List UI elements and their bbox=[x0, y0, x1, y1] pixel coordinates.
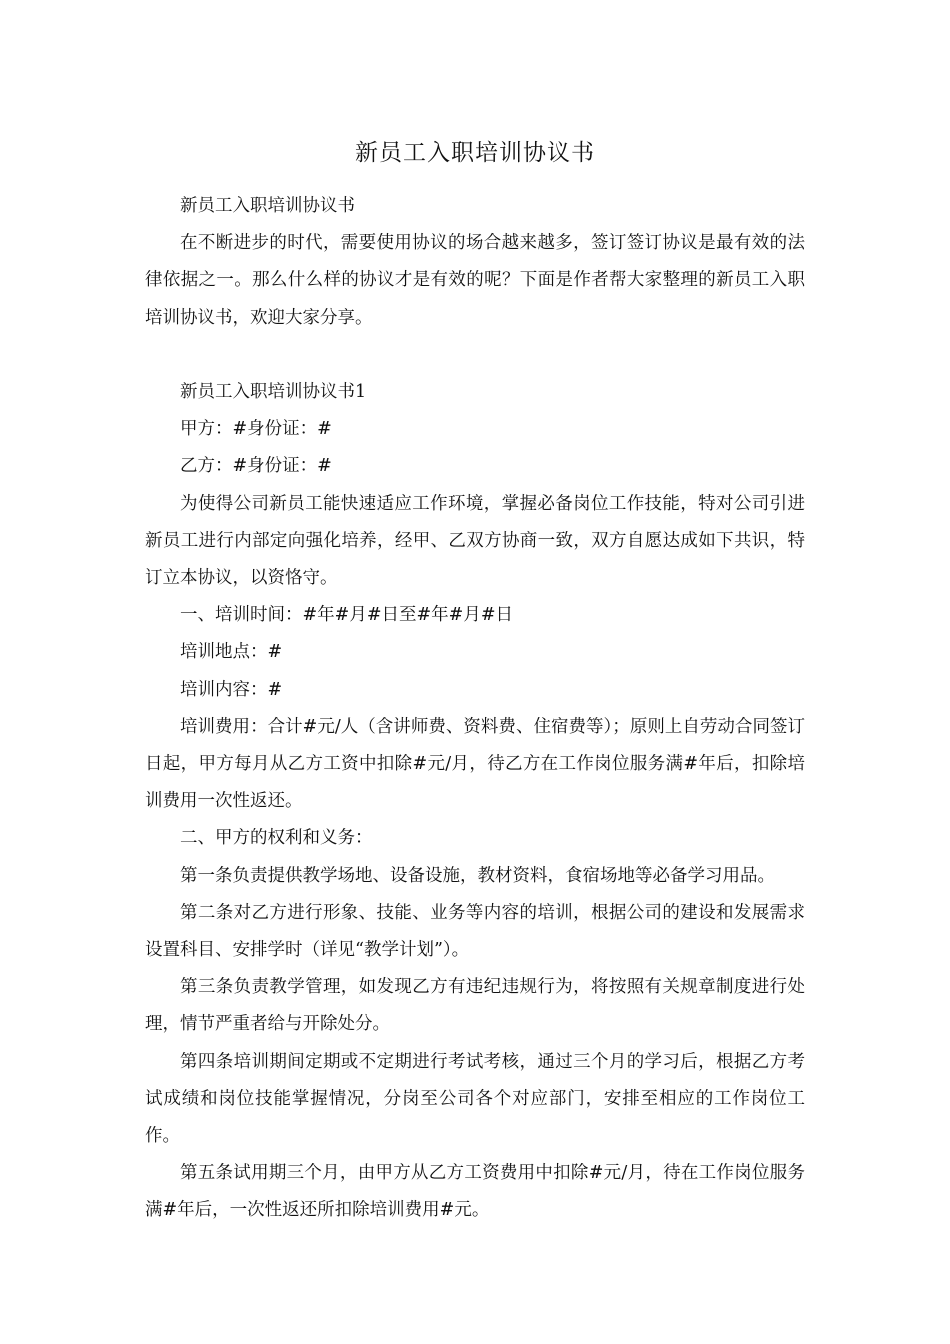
blank-line bbox=[145, 337, 805, 374]
paragraph-intro: 在不断进步的时代，需要使用协议的场合越来越多，签订签订协议是最有效的法律依据之一。那么什么样的协议才是有效的呢？下面是作者帮大家整理的新员工入职培训协议书，欢迎大家分享。 bbox=[145, 233, 805, 328]
document-body bbox=[145, 188, 805, 1230]
paragraph-training-location: 培训地点：# bbox=[180, 642, 283, 663]
paragraph-section-heading: 新员工入职培训协议书1 bbox=[180, 382, 367, 402]
paragraph-article-1: 第一条负责提供教学场地、设备设施，教材资料，食宿场地等必备学习用品。 bbox=[180, 865, 775, 886]
document-title: 新员工入职培训协议书 bbox=[355, 140, 595, 166]
paragraph-party-b: 乙方：#身份证：# bbox=[180, 456, 332, 477]
paragraph-article-2: 第二条对乙方进行形象、技能、业务等内容的培训，根据公司的建设和发展需求设置科目、安排学时（详见“教学计划”）。 bbox=[145, 902, 805, 961]
paragraph-training-time: 一、培训时间：#年#月#日至#年#月#日 bbox=[180, 605, 513, 626]
paragraph-subtitle: 新员工入职培训协议书 bbox=[180, 196, 355, 216]
paragraph-training-fee: 培训费用：合计#元/人（含讲师费、资料费、住宿费等）；原则上自劳动合同签订日起，甲方每月从乙方工资中扣除#元/月，待乙方在工作岗位服务满#年后，扣除培训费用一次性返还。 bbox=[145, 716, 805, 812]
paragraph-article-4: 第四条培训期间定期或不定期进行考试考核，通过三个月的学习后，根据乙方考试成绩和岗位技能掌握情况，分岗至公司各个对应部门，安排至相应的工作岗位工作。 bbox=[145, 1051, 805, 1147]
paragraph-article-3: 第三条负责教学管理，如发现乙方有违纪违规行为，将按照有关规章制度进行处理，情节严重者给与开除处分。 bbox=[145, 977, 805, 1035]
paragraph-article-5: 第五条试用期三个月，由甲方从乙方工资费用中扣除#元/月，待在工作岗位服务满#年后，一次性返还所扣除培训费用#元。 bbox=[145, 1163, 805, 1221]
paragraph-party-a-rights-heading: 二、甲方的权利和义务： bbox=[180, 828, 373, 849]
paragraph-party-a: 甲方：#身份证：# bbox=[180, 419, 332, 440]
paragraph-training-content: 培训内容：# bbox=[180, 679, 283, 700]
paragraph-purpose: 为使得公司新员工能快速适应工作环境，掌握必备岗位工作技能，特对公司引进新员工进行内部定向强化培养，经甲、乙双方协商一致，双方自愿达成如下共识，特订立本协议，以资恪守。 bbox=[145, 493, 805, 589]
